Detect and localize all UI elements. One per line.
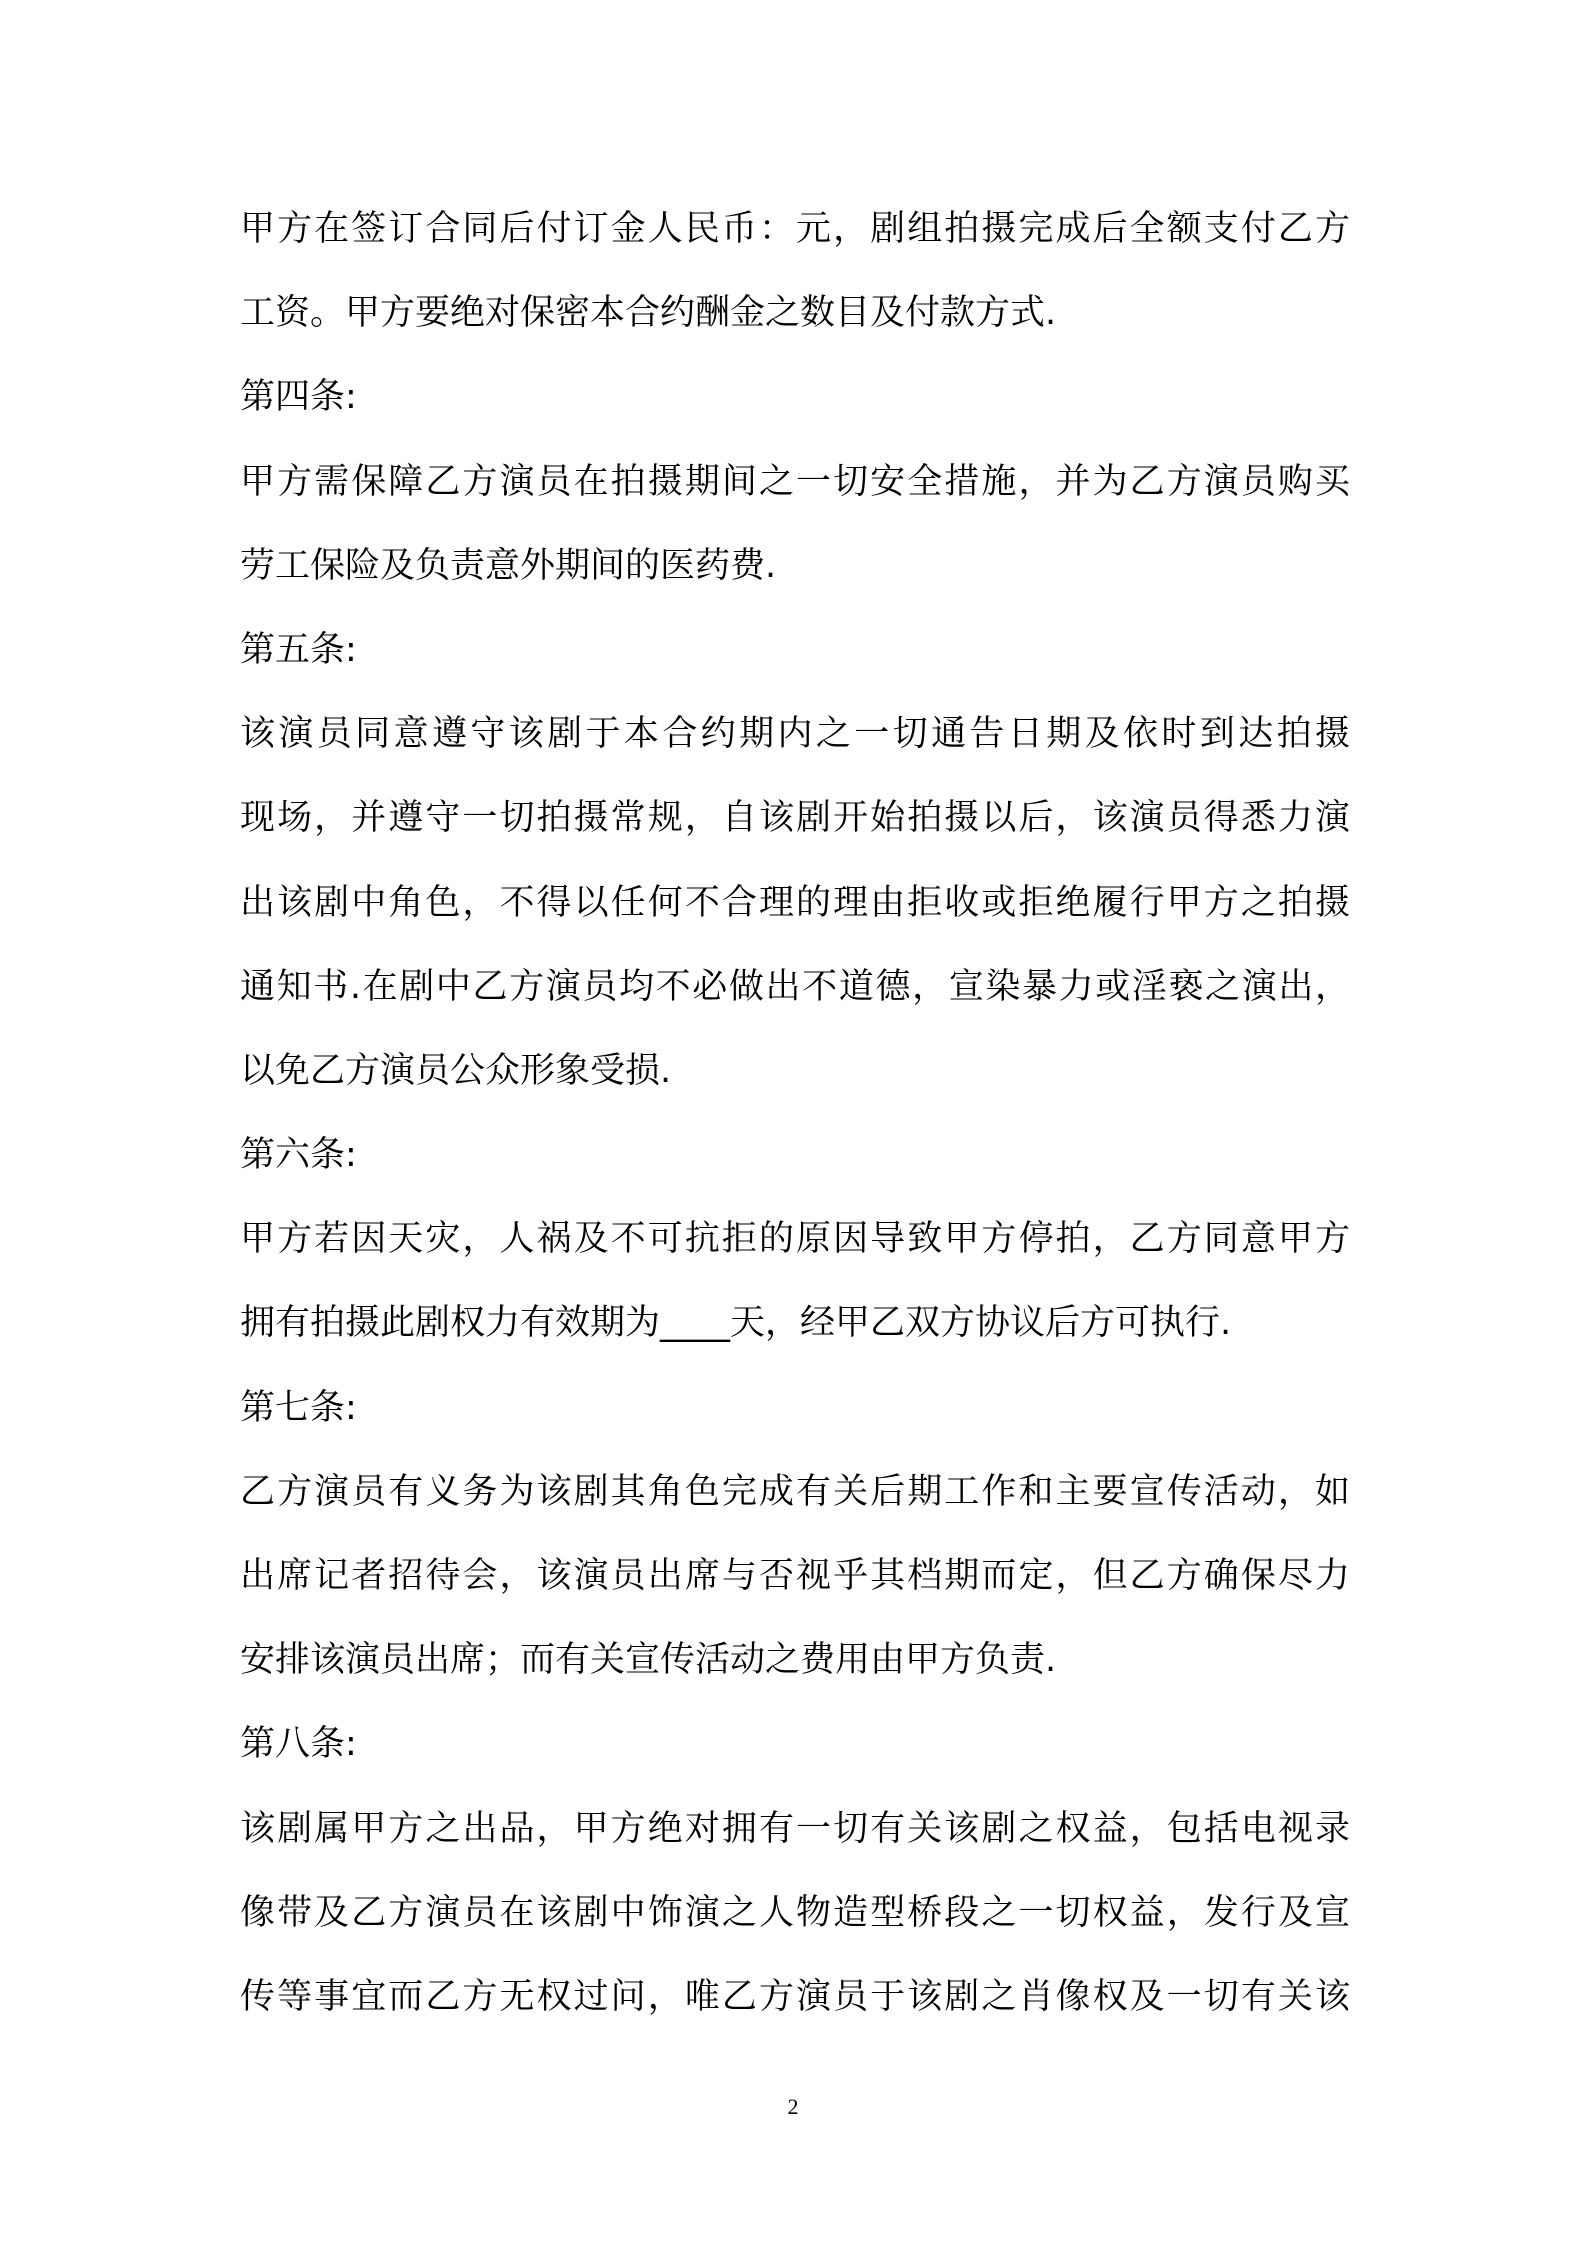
article-paragraph (240, 692, 1350, 1113)
paragraph-line: 甲方需保障乙方演员在拍摄期间之一切安全措施，并为乙方演员购买 (240, 461, 1350, 502)
paragraph-line: 出该剧中角色，不得以任何不合理的理由拒收或拒绝履行甲方之拍摄 (240, 882, 1350, 923)
paragraph-line: 甲方在签订合同后付订金人民币：元，剧组拍摄完成后全额支付乙方 (240, 209, 1350, 249)
article-paragraph (240, 1450, 1350, 1703)
page-number: 2 (787, 2094, 799, 2119)
paragraph-line: 通知书.在剧中乙方演员均不必做出不道德，宣染暴力或淫亵之演出， (240, 966, 1350, 1007)
paragraph-line: 现场，并遵守一切拍摄常规，自该剧开始拍摄以后，该演员得悉力演 (240, 798, 1350, 839)
paragraph-line: 乙方演员有义务为该剧其角色完成有关后期工作和主要宣传活动，如 (240, 1471, 1350, 1512)
paragraph-line: 像带及乙方演员在该剧中饰演之人物造型桥段之一切权益，发行及宣 (240, 1892, 1350, 1933)
paragraph-line: 该剧属甲方之出品，甲方绝对拥有一切有关该剧之权益，包括电视录 (240, 1808, 1350, 1849)
article-heading: 第七条: (240, 1387, 357, 1428)
article-paragraph (240, 1197, 1350, 1365)
article-paragraph (240, 440, 1350, 608)
article-heading: 第八条: (240, 1724, 357, 1765)
paragraph-line: 劳工保险及负责意外期间的医药费. (240, 545, 777, 586)
paragraph-line: 以免乙方演员公众形象受损. (240, 1050, 672, 1091)
paragraph-line: 拥有拍摄此剧权力有效期为____天，经甲乙双方协议后方可执行. (240, 1303, 1232, 1344)
article-heading: 第六条: (240, 1135, 357, 1176)
article-heading: 第四条: (240, 377, 357, 418)
document-body (240, 187, 1350, 2039)
paragraph-line: 出席记者招待会，该演员出席与否视乎其档期而定，但乙方确保尽力 (240, 1556, 1350, 1596)
article-paragraph (240, 187, 1350, 355)
paragraph-line: 工资。甲方要绝对保密本合约酬金之数目及付款方式. (240, 293, 1057, 334)
paragraph-line: 传等事宜而乙方无权过问，唯乙方演员于该剧之肖像权及一切有关该 (240, 1976, 1350, 2017)
paragraph-line: 该演员同意遵守该剧于本合约期内之一切通告日期及依时到达拍摄 (240, 714, 1350, 755)
paragraph-line: 安排该演员出席；而有关宣传活动之费用由甲方负责. (240, 1640, 1057, 1681)
article-paragraph (240, 1787, 1350, 2040)
paragraph-line: 甲方若因天灾，人祸及不可抗拒的原因导致甲方停拍，乙方同意甲方 (240, 1219, 1350, 1260)
article-heading: 第五条: (240, 629, 357, 670)
